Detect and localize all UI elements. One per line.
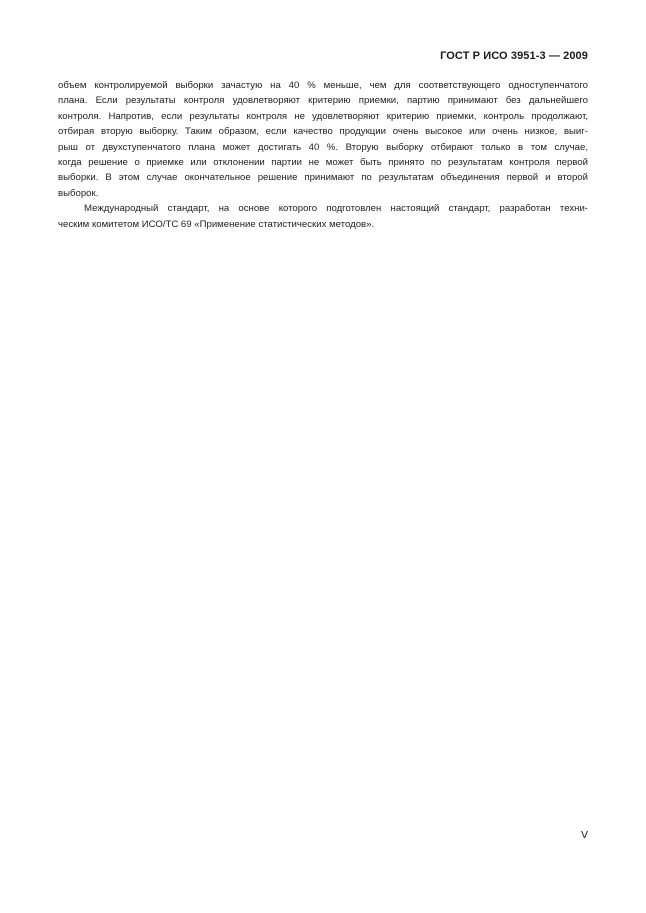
text-line: ческим комитетом ИСО/ТС 69 «Применение статистических методов». [58, 218, 375, 230]
text-line: отбирая вторую выборку. Таким образом, если качество продукции очень высокое или очень низкое, выиг- [58, 126, 588, 138]
paragraph-2 [58, 201, 588, 232]
paragraph-1 [58, 78, 588, 201]
text-line: контроля. Напротив, если результаты контроля не удовлетворяют критерию приемки, контроль продолжают, [58, 110, 588, 122]
text-line: рыш от двухступенчатого плана может достигать 40 %. Вторую выборку отбирают только в том случае, [58, 141, 588, 153]
text-line: когда решение о приемке или отклонении партии не может быть принято по результатам контроля первой [58, 157, 588, 169]
page-number: V [580, 829, 588, 841]
text-line: объем контролируемой выборки зачастую на 40 % меньше, чем для соответствующего одноступенчатого [58, 80, 588, 91]
body-text [58, 78, 588, 232]
page-header-standard-id: ГОСТ Р ИСО 3951-3 — 2009 [440, 50, 588, 62]
text-line: плана. Если результаты контроля удовлетворяют критерию приемки, партию принимают без дальнейшего [58, 95, 588, 107]
text-line: выборок. [58, 187, 99, 199]
text-line: выборки. В этом случае окончательное решение принимают по результатам объединения первой и второй [58, 172, 588, 184]
text-line: Международный стандарт, на основе которого подготовлен настоящий стандарт, разработан техни- [84, 203, 588, 215]
